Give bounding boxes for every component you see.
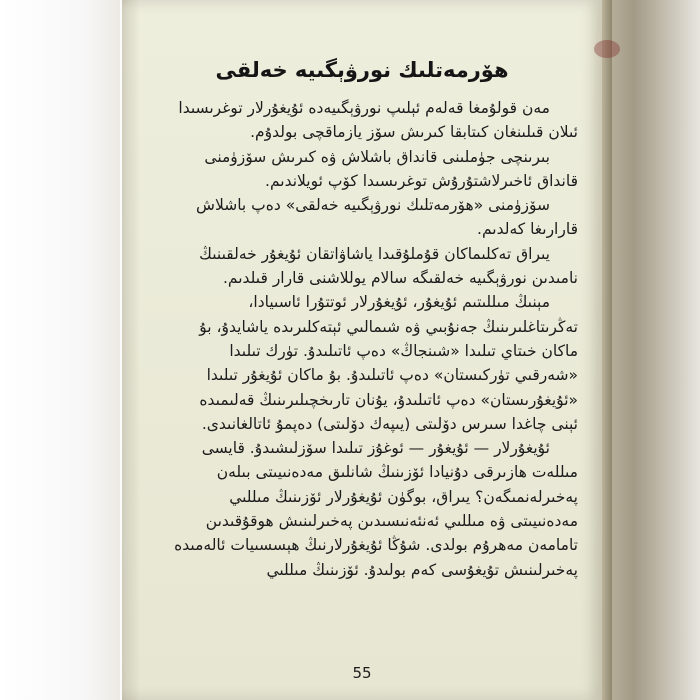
book-page [122, 0, 602, 700]
body-text [146, 96, 578, 582]
text-line: قانداق ئاخىرلاشتۇرۇش توغرىسىدا كۆپ ئويلاندىم. [265, 171, 578, 190]
text-line: بىرىنچى جۈملىنى قانداق باشلاش ۋە كىرىش سۆزۈمنى [204, 147, 550, 166]
text-line: ماكان خىتاي تىلىدا «شىنجاڭ» دەپ ئاتىلىدۇ. تۈرك تىلىدا [229, 341, 578, 360]
text-line: مەن قولۇمغا قەلەم ئېلىپ نورۋېگىيەدە ئۇيغۇرلار توغرىسىدا [178, 99, 550, 117]
text-line: «ئۇيغۇرىستان» دەپ ئاتىلىدۇ، يۇنان تارىخچىلىرىنىڭ قەلىمىدە [199, 390, 578, 409]
chapter-title: ھۆرمەتلىك نورۋېگىيە خەلقى [215, 58, 509, 82]
text-line: تەڭرىتاغلىرىنىڭ جەنۇبىي ۋە شىمالىي ئېتەكلىرىدە ياشايدۇ، بۇ [199, 317, 578, 336]
background-left [0, 0, 120, 700]
text-line: مىللەت ھازىرقى دۇنيادا ئۆزىنىڭ شانلىق مەدەنىيىتى بىلەن [216, 463, 578, 482]
text-line: نامىدىن نورۋېگىيە خەلقىگە سالام يوللاشنى قارار قىلدىم. [222, 269, 578, 288]
text-line: پەخىرلەنمىگەن؟ يىراق، بوگۈن ئۇيغۇرلار ئۆزىنىڭ مىللىي [229, 487, 578, 506]
book-page-edges [602, 0, 612, 700]
text-line: مەدەنىيىتى ۋە مىللىي ئەنئەنىسىدىن پەخىرلىنىش ھوقۇقىدىن [205, 512, 578, 531]
red-mark [594, 40, 620, 58]
text-line: «شەرقىي تۈركىستان» دەپ ئاتىلىدۇ. بۇ ماكان ئۇيغۇر تىلىدا [206, 366, 578, 385]
text-line: مېنىڭ مىللىتىم ئۇيغۇر، ئۇيغۇرلار ئوتتۇرا ئاسىيادا، [248, 293, 550, 312]
spine-shadow [122, 0, 140, 700]
page-number: 55 [352, 664, 372, 682]
text-line: سۆزۈمنى «ھۆرمەتلىك نورۋېگىيە خەلقى» دەپ باشلاش [196, 196, 550, 215]
text-line: پەخىرلىنىش تۇيغۇسى كەم بولىدۇ. ئۆزىنىڭ مىللىي [266, 560, 578, 579]
text-line: قارارىغا كەلدىم. [477, 220, 578, 239]
text-line: يىراق تەكلىماكان قۇملۇقىدا ياشاۋاتقان ئۇيغۇر خەلقىنىڭ [199, 244, 550, 263]
text-line: ئۇيغۇرلار — ئۇيغۇر — ئوغۇز تىلىدا سۆزلىشىدۇ. قايسى [201, 439, 550, 458]
text-line: تامامەن مەھرۇم بولدى. شۇڭا ئۇيغۇرلارنىڭ ھېسسىيات ئالەمىدە [174, 536, 578, 555]
text-line: ئىلان قىلىنغان كىتابقا كىرىش سۆز يازماقچى بولدۇم. [250, 123, 578, 142]
text-line: ئېنى چاغدا سىرس دۆلىتى (يىپەك دۆلىتى) دەپمۇ ئاتالغانىدى. [201, 414, 578, 433]
